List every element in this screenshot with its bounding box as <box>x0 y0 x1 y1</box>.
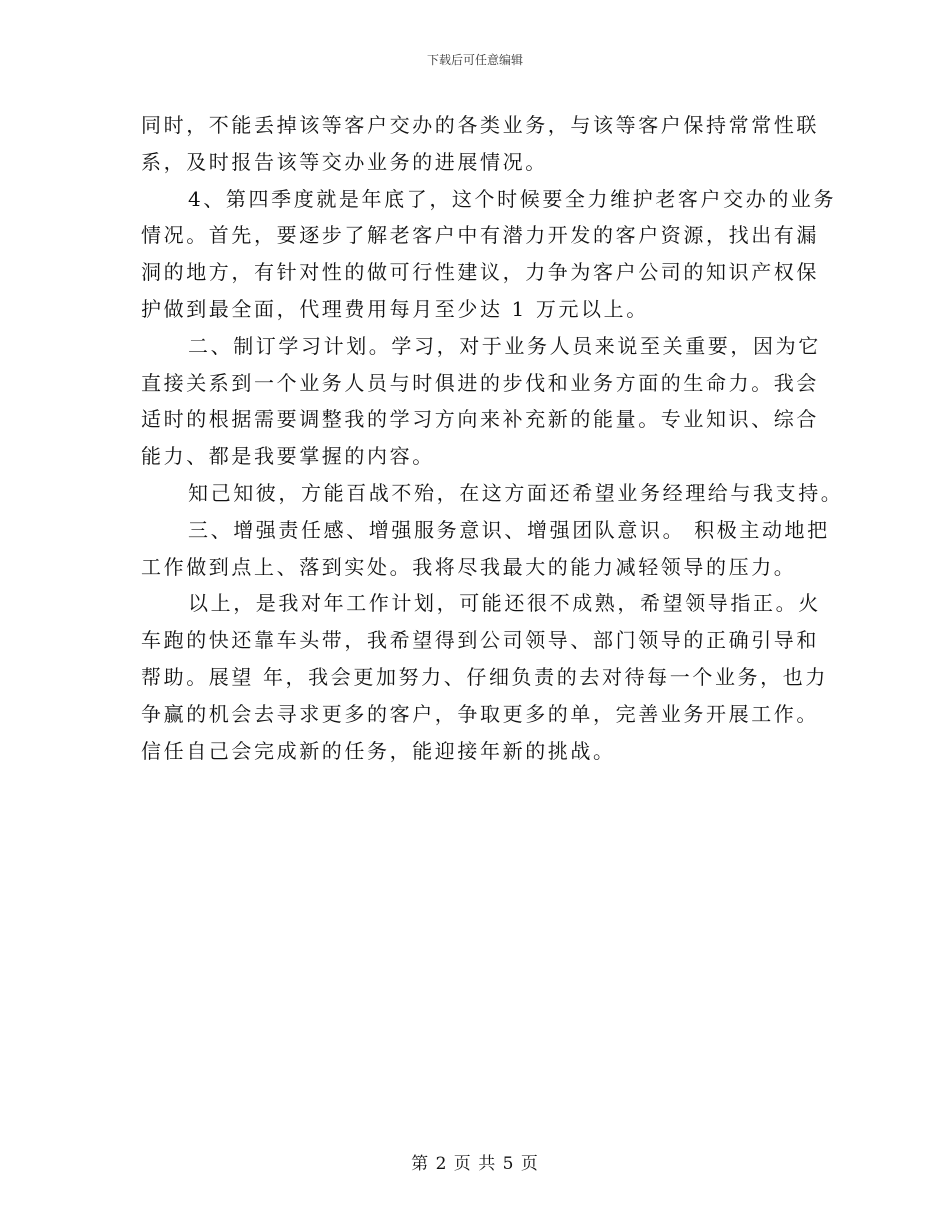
paragraph-line: 直接关系到一个业务人员与时俱进的步伐和业务方面的生命力。我会 <box>141 370 819 395</box>
page-header: 下载后可任意编辑 <box>426 53 523 67</box>
paragraph-line: 同时，不能丢掉该等客户交办的各类业务，与该等客户保持常常性联 <box>141 113 819 137</box>
paragraph-line: 能力、都是我要掌握的内容。 <box>141 444 435 469</box>
paragraph-line: 护做到最全面，代理费用每月至少达 1 万元以上。 <box>141 296 649 321</box>
paragraph-line: 4、第四季度就是年底了，这个时候要全力维护老客户交办的业务 <box>188 186 837 211</box>
paragraph-line: 信任自己会完成新的任务，能迎接年新的挑战。 <box>141 738 616 763</box>
paragraph-line: 洞的地方，有针对性的做可行性建议，力争为客户公司的知识产权保 <box>141 260 819 285</box>
paragraph-line: 帮助。展望 年，我会更加努力、仔细负责的去对待每一个业务，也力 <box>141 664 828 689</box>
paragraph-line: 车跑的快还靠车头带，我希望得到公司领导、部门领导的正确引导和 <box>141 628 819 653</box>
document-body <box>141 107 844 769</box>
paragraph-line: 知己知彼，方能百战不殆，在这方面还希望业务经理给与我支持。 <box>188 480 844 505</box>
paragraph-line: 二、制订学习计划。学习，对于业务人员来说至关重要，因为它 <box>188 333 821 358</box>
paragraph-line: 工作做到点上、落到实处。我将尽我最大的能力减轻领导的压力。 <box>141 554 797 579</box>
paragraph-line: 以上，是我对年工作计划，可能还很不成熟，希望领导指正。火 <box>188 591 821 616</box>
paragraph-line: 情况。首先，要逐步了解老客户中有潜力开发的客户资源，找出有漏 <box>141 223 819 248</box>
paragraph-line: 适时的根据需要调整我的学习方向来补充新的能量。专业知识、综合 <box>141 407 819 432</box>
paragraph-line: 系，及时报告该等交办业务的进展情况。 <box>141 149 548 174</box>
paragraph-line: 三、增强责任感、增强服务意识、增强团队意识。 积极主动地把 <box>188 517 830 542</box>
page-number: 第 2 页 共 5 页 <box>411 1154 539 1174</box>
paragraph-line: 争赢的机会去寻求更多的客户，争取更多的单，完善业务开展工作。 <box>141 701 819 726</box>
